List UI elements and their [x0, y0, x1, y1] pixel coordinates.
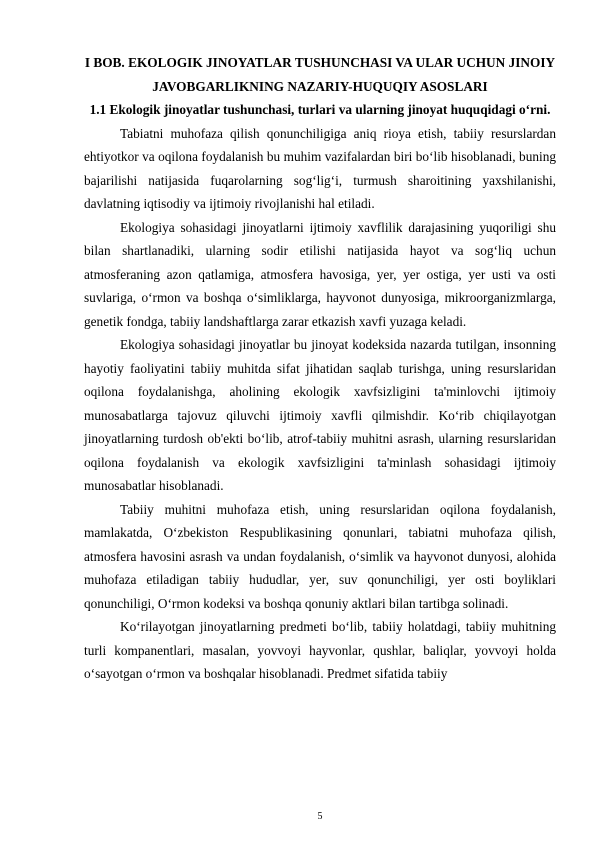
paragraph-5: Ko‘rilayotgan jinoyatlarning predmeti bo‘lib, tabiiy holatdagi, tabiiy muhitning turli kompanentlari, masalan, yovvoyi hayvonlar, qushlar, baliqlar, yovvoyi holda o‘sayotgan o‘rmon va boshqalar hisoblanadi. Predmet sifatida tabiiy	[84, 619, 556, 681]
paragraph-1: Tabiatni muhofaza qilish qonunchiligiga aniq rioya etish, tabiiy resurslardan ehtiyotkor va oqilona foydalanish bu muhim vazifalardan biri bo‘lib hisoblanadi, buning bajarilishi natijasida fuqarolarning sog‘lig‘i, turmush sharoitining yaxshilanishi, davlatning iqtisodiy va ijtimoiy rivojlanishi hal etiladi.	[84, 125, 556, 211]
paragraph-4: Tabiiy muhitni muhofaza etish, uning resurslaridan oqilona foydalanish, mamlakatda, O‘zbekiston Respublikasining qonunlari, tabiatni muhofaza qilish, atmosfera havosini asrash va undan foydalanish, o‘simlik va hayvonot dunyosi, alohida muhofaza etiladigan tabiiy hududlar, yer, suv qonunchiligi, yer osti boyliklari qonunchiligi, O‘rmon kodeksi va boshqa qonuniy aktlari bilan tartibga solinadi.	[84, 501, 556, 611]
section-title: 1.1 Ekologik jinoyatlar tushunchasi, turlari va ularning jinoyat huquqidagi o‘rni.	[89, 102, 551, 117]
page-number: 5	[317, 811, 323, 822]
paragraph-3: Ekologiya sohasidagi jinoyatlar bu jinoyat kodeksida nazarda tutilgan, insonning hayotiy faoliyatini tabiiy muhitda sifat jihatidan saqlab turishga, uning resurslaridan oqilona foydalanishga, aholining ekologik xavfsizligini ta'minlovchi ijtimoiy munosabatlarga tajovuz qiluvchi ijtimoiy xavfli qilmishdir. Ko‘rib chiqilayotgan jinoyatlarning turdosh ob'ekti bo‘lib, atrof-tabiiy muhitni asrash, ularning resurslaridan oqilona foydalanish va ekologik xavfsizligini ta'minlash sohasidagi ijtimoiy munosabatlar hisoblanadi.	[84, 337, 556, 493]
paragraph-2: Ekologiya sohasidagi jinoyatlarni ijtimoiy xavflilik darajasining yuqoriligi shu bilan shartlanadiki, ularning sodir etilishi natijasida hayot va sog‘liq uchun atmosferaning azon qatlamiga, atmosfera havosiga, yer, yer ostiga, yer usti va osti suvlariga, o‘rmon va boshqa o‘simliklarga, hayvonot dunyosiga, mikroorganizmlarga, genetik fondga, tabiiy landshaftlarga zarar etkazish xavfi yuzaga keladi.	[84, 219, 556, 329]
chapter-title: I BOB. EKOLOGIK JINOYATLAR TUSHUNCHASI VA ULAR UCHUN JINOIY JAVOBGARLIKNING NAZARIY-HUQUQIY ASOSLARI	[84, 55, 556, 94]
